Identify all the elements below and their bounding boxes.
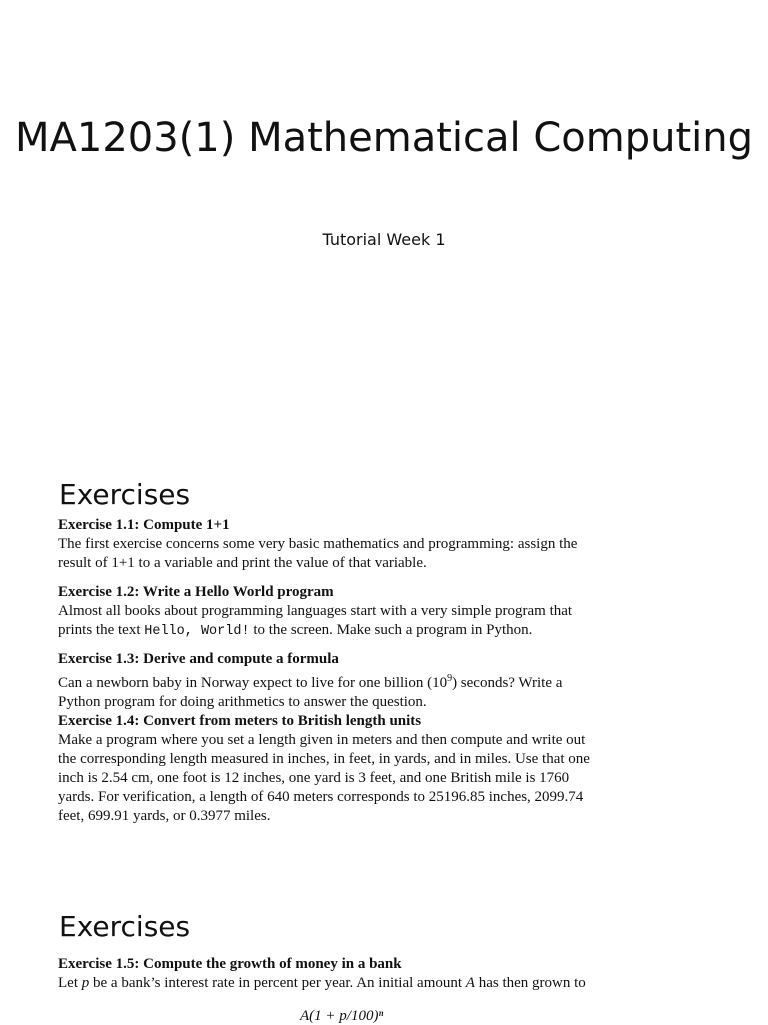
exercise-title: Exercise 1.2: Write a Hello World program	[58, 584, 334, 600]
body-text: Can a newborn baby in Norway expect to live for one billion (10	[58, 675, 448, 691]
exercise-title: Exercise 1.3: Derive and compute a formula	[58, 651, 339, 667]
exponent: 9	[447, 673, 453, 684]
exercise-body	[58, 974, 598, 993]
exercise-body	[58, 602, 598, 641]
exercise-body: Make a program where you set a length given in meters and then compute and write out the corresponding length measured in inches, in feet, in yards, and in miles. Use that one inch is 2.54 cm, one foot is 12 inches, one yard is 3 feet, and one British mile is 1760 yards. For verification, a length of 640 meters corresponds to 25196.85 inches, 2099.74 feet, 699.91 yards, or 0.3977 miles.	[58, 732, 590, 824]
section-heading: Exercises	[59, 910, 191, 943]
variable-A: A	[465, 975, 475, 991]
code-snippet: Hello, World!	[144, 624, 250, 639]
page-title: MA1203(1) Mathematical Computing	[15, 115, 753, 161]
exercise-title: Exercise 1.5: Compute the growth of money in a bank	[58, 956, 402, 972]
exercise-title: Exercise 1.1: Compute 1+1	[58, 517, 230, 533]
exercise-1-2	[58, 583, 598, 641]
body-text: to the screen. Make such a program in Python.	[249, 622, 533, 638]
page-subtitle: Tutorial Week 1	[322, 230, 446, 249]
exercise-1-5	[58, 955, 598, 993]
body-text: ) seconds? Write a Python program for doing arithmetics to answer the question.	[58, 675, 563, 710]
exercise-1-1	[58, 516, 598, 573]
exercise-body	[58, 669, 598, 712]
exercise-title: Exercise 1.4: Convert from meters to British length units	[58, 713, 422, 729]
section-heading: Exercises	[59, 478, 191, 511]
formula-fragment: A(1 + p/100)ⁿ	[300, 1008, 384, 1024]
body-text: be a bank’s interest rate in percent per year. An initial amount	[89, 975, 466, 991]
body-text: Let	[58, 975, 82, 991]
variable-p: p	[81, 975, 90, 991]
exercise-1-3	[58, 650, 598, 712]
exercise-1-4	[58, 712, 598, 826]
exercise-body: The first exercise concerns some very basic mathematics and programming: assign the result of 1+1 to a variable and print the value of that variable.	[58, 536, 578, 571]
body-text: has then grown to	[474, 975, 586, 991]
body-text: Almost all books about programming languages start with a very simple program that prints the text	[58, 603, 573, 638]
